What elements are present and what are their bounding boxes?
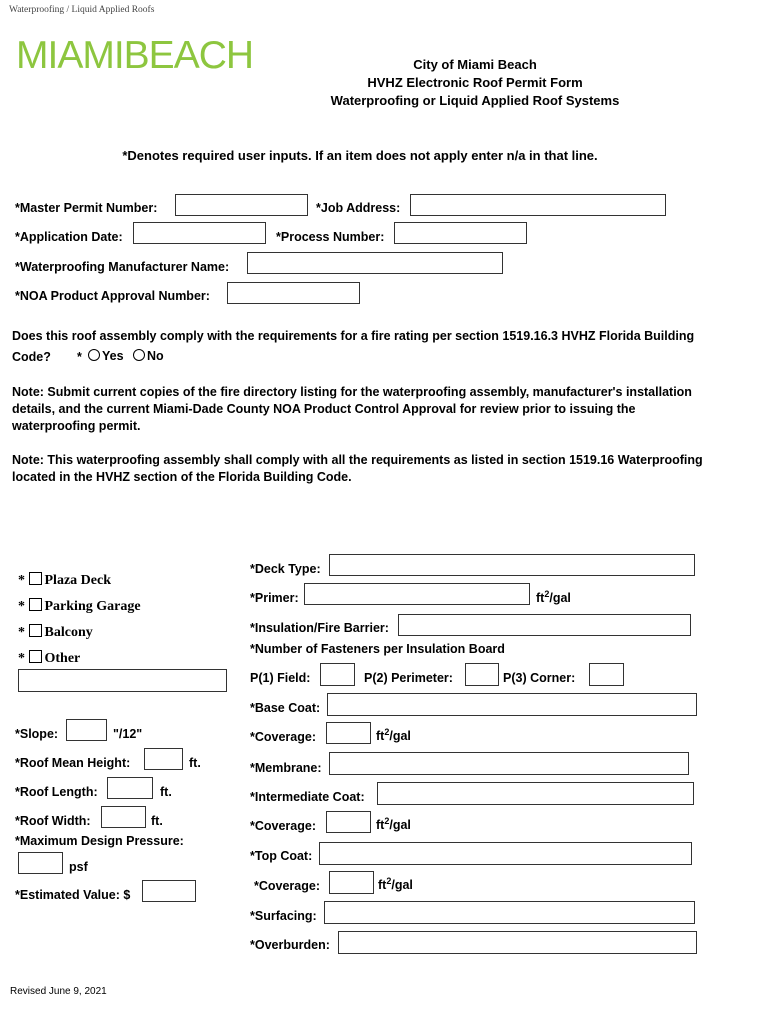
base-coverage-label: *Coverage: (250, 730, 316, 744)
intermediate-coverage-unit-gal: /gal (389, 818, 411, 833)
process-number-label: *Process Number: (276, 230, 385, 244)
top-coat-input[interactable] (319, 842, 692, 865)
surfacing-input[interactable] (324, 901, 695, 924)
fire-rating-yes-option[interactable] (88, 349, 124, 363)
top-coverage-unit-sup: 2 (386, 876, 392, 886)
intermediate-coat-input[interactable] (377, 782, 694, 805)
base-coverage-unit-ft: ft (376, 729, 385, 744)
note2-line-1: Note: This waterproofing assembly shall comply with all the requirements as listed in section 1519.16 Waterproofing (12, 453, 703, 467)
primer-unit (536, 589, 571, 605)
insulation-input[interactable] (398, 614, 691, 636)
max-pressure-unit: psf (69, 860, 88, 874)
overburden-label: *Overburden: (250, 938, 330, 952)
plaza-deck-label: Plaza Deck (44, 573, 111, 588)
intermediate-coverage-unit-ft: ft (376, 818, 385, 833)
roof-length-label: *Roof Length: (15, 785, 98, 799)
slope-label: *Slope: (15, 727, 59, 741)
noa-number-label: *NOA Product Approval Number: (15, 289, 210, 303)
parking-garage-asterisk: * (18, 599, 25, 614)
breadcrumb: Waterproofing / Liquid Applied Roofs (9, 5, 155, 15)
balcony-label: Balcony (44, 625, 93, 640)
intermediate-coverage-unit (376, 816, 411, 832)
top-coverage-unit (378, 876, 413, 892)
roof-length-input[interactable] (107, 777, 153, 799)
revised-date: Revised June 9, 2021 (10, 986, 107, 997)
top-coverage-unit-gal: /gal (391, 878, 413, 893)
logo-text-miami: MIAMI (16, 34, 124, 77)
yes-label: Yes (102, 349, 124, 363)
no-radio-icon[interactable] (133, 349, 145, 361)
option-parking-garage[interactable] (18, 598, 141, 615)
job-address-label: *Job Address: (316, 201, 401, 215)
intermediate-coverage-input[interactable] (326, 811, 371, 833)
job-address-input[interactable] (410, 194, 666, 216)
noa-number-input[interactable] (227, 282, 360, 304)
no-label: No (147, 349, 164, 363)
fire-rating-asterisk: * (77, 350, 82, 364)
application-date-label: *Application Date: (15, 230, 123, 244)
roof-width-unit: ft. (151, 814, 163, 828)
title-line-2: HVHZ Electronic Roof Permit Form (367, 75, 583, 90)
intermediate-coverage-unit-sup: 2 (384, 816, 390, 826)
note2-line-2: located in the HVHZ section of the Florida Building Code. (12, 470, 352, 484)
estimated-value-label: *Estimated Value: $ (15, 888, 131, 902)
slope-unit: "/12" (113, 727, 143, 741)
p3-label: P(3) Corner: (503, 671, 576, 685)
max-pressure-label: *Maximum Design Pressure: (15, 834, 184, 848)
city-logo (16, 34, 253, 78)
note1-line-1: Note: Submit current copies of the fire directory listing for the waterproofing assembly, manufacturer's installation (12, 385, 692, 399)
required-note: *Denotes required user inputs. If an item does not apply enter n/a in that line. (122, 148, 598, 163)
parking-garage-checkbox[interactable] (29, 598, 42, 611)
roof-width-input[interactable] (101, 806, 146, 828)
estimated-value-input[interactable] (142, 880, 196, 902)
master-permit-input[interactable] (175, 194, 308, 216)
insulation-label: *Insulation/Fire Barrier: (250, 621, 389, 635)
process-number-input[interactable] (394, 222, 527, 244)
title-line-3: Waterproofing or Liquid Applied Roof Systems (330, 93, 620, 108)
primer-unit-gal: /gal (549, 591, 571, 606)
other-checkbox[interactable] (29, 650, 42, 663)
p1-label: P(1) Field: (250, 671, 311, 685)
membrane-label: *Membrane: (250, 761, 322, 775)
max-pressure-input[interactable] (18, 852, 63, 874)
p3-input[interactable] (589, 663, 624, 686)
mean-height-unit: ft. (189, 756, 201, 770)
fire-rating-no-option[interactable] (133, 349, 164, 363)
top-coverage-label: *Coverage: (254, 879, 320, 893)
other-label: Other (44, 651, 81, 666)
roof-width-label: *Roof Width: (15, 814, 91, 828)
master-permit-label: *Master Permit Number: (15, 201, 158, 215)
manufacturer-label: *Waterproofing Manufacturer Name: (15, 260, 230, 274)
parking-garage-label: Parking Garage (44, 599, 141, 614)
overburden-input[interactable] (338, 931, 697, 954)
surfacing-label: *Surfacing: (250, 909, 317, 923)
fasteners-label: *Number of Fasteners per Insulation Board (250, 642, 505, 656)
membrane-input[interactable] (329, 752, 689, 775)
roof-length-unit: ft. (160, 785, 172, 799)
base-coverage-unit-sup: 2 (384, 727, 390, 737)
deck-type-input[interactable] (329, 554, 695, 576)
top-coverage-input[interactable] (329, 871, 374, 894)
p2-label: P(2) Perimeter: (364, 671, 453, 685)
primer-label: *Primer: (250, 591, 299, 605)
balcony-asterisk: * (18, 625, 25, 640)
fire-rating-question (12, 328, 762, 345)
mean-height-input[interactable] (144, 748, 183, 770)
option-other[interactable] (18, 650, 80, 667)
title-line-1: City of Miami Beach (413, 57, 537, 72)
yes-radio-icon[interactable] (88, 349, 100, 361)
logo-text-beach: BEACH (123, 34, 254, 77)
manufacturer-input[interactable] (247, 252, 503, 274)
note-compliance (12, 452, 762, 486)
balcony-checkbox[interactable] (29, 624, 42, 637)
base-coat-input[interactable] (327, 693, 697, 716)
intermediate-coat-label: *Intermediate Coat: (250, 790, 365, 804)
option-plaza-deck[interactable] (18, 572, 111, 589)
intermediate-coverage-label: *Coverage: (250, 819, 316, 833)
primer-unit-ft: ft (536, 591, 545, 606)
primer-input[interactable] (304, 583, 530, 605)
base-coverage-input[interactable] (326, 722, 371, 744)
fire-rating-code: Code? (12, 350, 51, 364)
primer-unit-sup: 2 (544, 589, 550, 599)
base-coverage-unit (376, 727, 411, 743)
fire-rating-line-1: Does this roof assembly comply with the requirements for a fire rating per section 1519.16.3 HVHZ Florida Building (12, 329, 695, 343)
p1-input[interactable] (320, 663, 355, 686)
form-title (290, 56, 660, 110)
top-coverage-unit-ft: ft (378, 878, 387, 893)
other-input[interactable] (18, 669, 227, 692)
application-date-input[interactable] (133, 222, 266, 244)
other-asterisk: * (18, 651, 25, 666)
base-coverage-unit-gal: /gal (389, 729, 411, 744)
note1-line-3: waterproofing permit. (12, 419, 141, 433)
p2-input[interactable] (465, 663, 499, 686)
note-fire-directory (12, 384, 762, 435)
base-coat-label: *Base Coat: (250, 701, 321, 715)
plaza-deck-checkbox[interactable] (29, 572, 42, 585)
top-coat-label: *Top Coat: (250, 849, 313, 863)
deck-type-label: *Deck Type: (250, 562, 321, 576)
mean-height-label: *Roof Mean Height: (15, 756, 131, 770)
plaza-deck-asterisk: * (18, 573, 25, 588)
note1-line-2: details, and the current Miami-Dade County NOA Product Control Approval for review prior to issuing the (12, 402, 636, 416)
option-balcony[interactable] (18, 624, 93, 641)
slope-input[interactable] (66, 719, 107, 741)
